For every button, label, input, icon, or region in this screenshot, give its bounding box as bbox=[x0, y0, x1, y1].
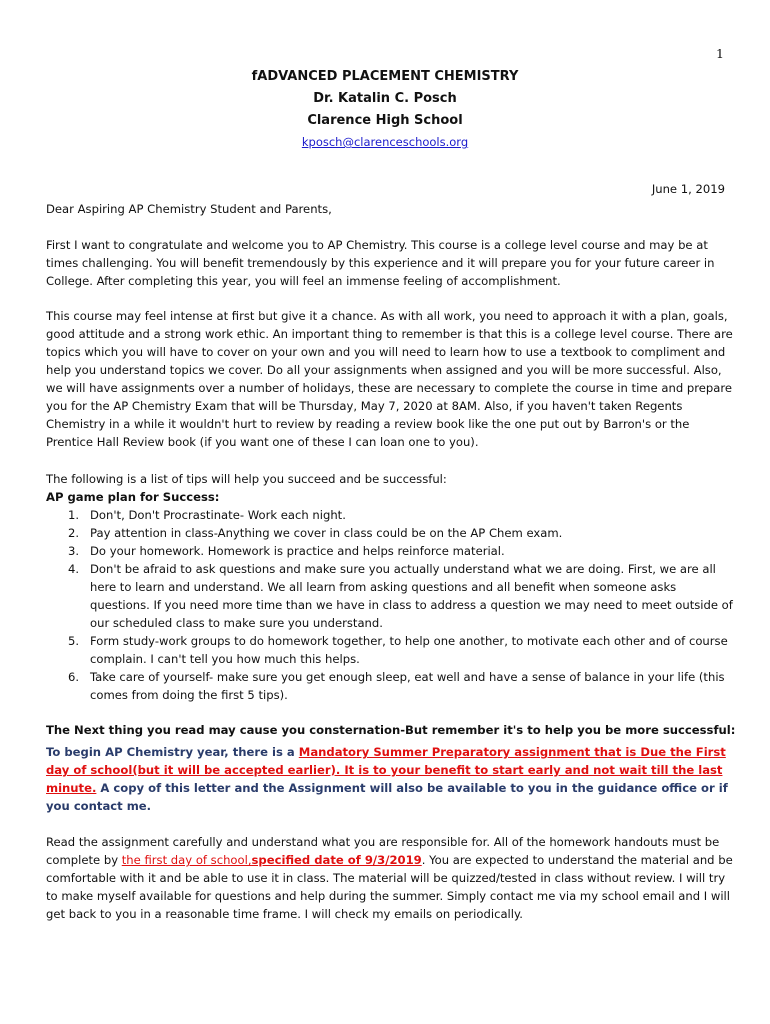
closing-paragraph bbox=[46, 833, 736, 923]
course-paragraph: This course may feel intense at first but give it a chance. As with all work, you need to approach it with a plan, goals, good attitude and a strong work ethic. An important thing to remember is that this is a college level course. There are topics which you will have to cover on your own and you will need to learn how to use a textbook to compliment and help you understand topics we cover. Do all your assignments when assigned and you will be more successful. Also, we will have assignments over a number of holidays, these are necessary to complete the course in time and prepare you for the AP Chemistry Exam that will be Thursday, May 7, 2020 at 8AM. Also, if you haven't taken Regents Chemistry in a while it wouldn't hurt to review by reading a review book like the one put out by Barron's or the Prentice Hall Review book (if you want one of these I can loan one to you). bbox=[46, 309, 733, 449]
list-text: Do your homework. Homework is practice and helps reinforce material. bbox=[90, 544, 505, 558]
teacher-name: Dr. Katalin C. Posch bbox=[313, 91, 457, 106]
list-item bbox=[46, 506, 736, 524]
assignment-text-copy: A copy of this letter and the Assignment will also be available to you in the guidance office or if you contact me. bbox=[46, 781, 728, 813]
closing-due-label: the first day of school, bbox=[121, 853, 252, 867]
list-number: 5. bbox=[68, 634, 80, 648]
list-number: 2. bbox=[68, 526, 80, 540]
list-text: Don't, Don't Procrastinate- Work each night. bbox=[90, 508, 346, 522]
tips-section bbox=[46, 470, 736, 704]
salutation: Dear Aspiring AP Chemistry Student and Parents, bbox=[46, 202, 332, 216]
list-text: Take care of yourself- make sure you get enough sleep, eat well and have a sense of balance in your life (this comes from doing the first 5 tips). bbox=[90, 670, 725, 702]
list-number: 4. bbox=[68, 562, 80, 576]
tips-intro: The following is a list of tips will help you succeed and be successful: bbox=[46, 472, 447, 486]
school-name: Clarence High School bbox=[307, 113, 463, 128]
closing-text-rest: . You are expected to understand the material and be comfortable with it and be able to use it in class. The material will be quizzed/tested in class without review. I will try to make myself available for questions and help during the summer. Simply contact me via my school email and I will get back to you in a reasonable time frame. I will check my emails on periodically. bbox=[46, 853, 733, 921]
welcome-paragraph: First I want to congratulate and welcome you to AP Chemistry. This course is a college level course and may be at times challenging. You will benefit tremendously by this experience and it will prepare you for your future career in College. After completing this year, you will feel an immense feeling of accomplishment. bbox=[46, 238, 715, 288]
list-number: 6. bbox=[68, 670, 80, 684]
letter-header bbox=[0, 66, 770, 152]
list-number: 1. bbox=[68, 508, 80, 522]
next-thing-heading: The Next thing you read may cause you consternation-But remember it's to help you be more successful: bbox=[46, 723, 736, 737]
list-text: Pay attention in class-Anything we cover in class could be on the AP Chem exam. bbox=[90, 526, 563, 540]
tips-list bbox=[46, 506, 736, 704]
page-number: 1 bbox=[716, 46, 724, 61]
assignment-text-intro: To begin AP Chemistry year, there is a bbox=[46, 745, 299, 759]
list-item bbox=[46, 524, 736, 542]
email-link[interactable]: kposch@clarenceschools.org bbox=[301, 135, 469, 149]
list-number: 3. bbox=[68, 544, 80, 558]
list-text: Don't be afraid to ask questions and make sure you actually understand what we are doing. First, we are all here to learn and understand. We all learn from asking questions and all benefit when someone asks questions. If you need more time than we have in class to address a question we may need to meet outside of our scheduled class to make sure you understand. bbox=[90, 562, 733, 630]
list-item bbox=[46, 668, 736, 704]
closing-due-date: specified date of 9/3/2019 bbox=[251, 853, 422, 867]
list-item bbox=[46, 542, 736, 560]
tips-heading: AP game plan for Success: bbox=[46, 490, 220, 504]
letter-date: June 1, 2019 bbox=[651, 182, 725, 196]
list-item bbox=[46, 560, 736, 632]
list-text: Form study-work groups to do homework together, to help one another, to motivate each other and of course complain. I can't tell you how much this helps. bbox=[90, 634, 728, 666]
list-item bbox=[46, 632, 736, 668]
assignment-deadline: Mandatory Summer Preparatory assignment that is Due the First day of school(but it will be accepted earlier). It is to your benefit to start early and not wait till the last minute. bbox=[46, 745, 726, 795]
assignment-paragraph bbox=[46, 743, 736, 815]
course-title: fADVANCED PLACEMENT CHEMISTRY bbox=[251, 69, 519, 84]
closing-text-intro: Read the assignment carefully and understand what you are responsible for. All of the homework handouts must be complete by bbox=[46, 835, 720, 867]
